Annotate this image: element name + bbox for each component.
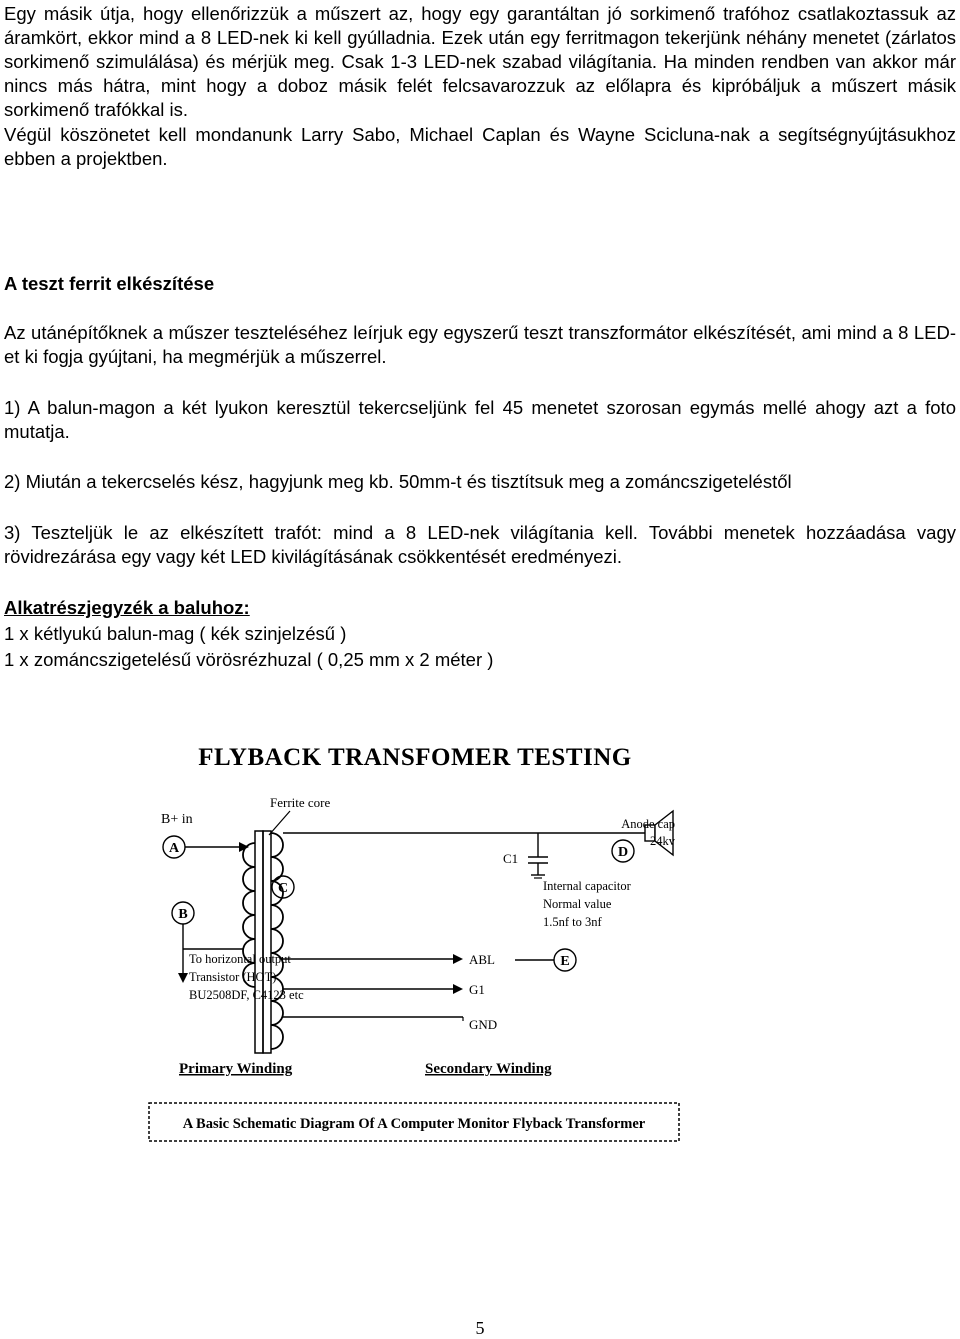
cap-note-1: Internal capacitor — [543, 879, 631, 893]
page-number: 5 — [475, 1318, 485, 1338]
secondary-winding-label: Secondary Winding — [425, 1061, 552, 1077]
point-d-label: D — [617, 845, 629, 860]
step-2: 2) Miután a tekercselés kész, hagyjunk meg kb. 50mm-t és tisztítsuk meg a zománcszigeteléstől — [4, 471, 792, 492]
point-b-label: B — [178, 907, 188, 922]
anode-kv-label: 24kv — [650, 834, 675, 848]
b-plus-in-label: B+ in — [161, 812, 193, 827]
hot-label-2: Transistor (HOT) — [189, 970, 277, 984]
anode-cap-label: Anode cap — [621, 817, 675, 831]
step-1: 1) A balun-magon a két lyukon keresztül tekercseljünk fel 45 menetet szorosan egymás mellé ahogy azt a foto mutatja. — [4, 397, 956, 442]
paragraph-thanks: Végül köszönetet kell mondanunk Larry Sabo, Michael Caplan és Wayne Scicluna-nak a segítségnyújtásukhoz ebben a projektben. — [4, 124, 956, 169]
parts-item: 1 x kétlyukú balun-mag ( kék szinjelzésű ) — [4, 623, 347, 644]
point-c-label: C — [277, 881, 289, 896]
cap-note-3: 1.5nf to 3nf — [543, 915, 602, 929]
g1-label: G1 — [469, 982, 485, 997]
ferrite-core-label: Ferrite core — [270, 795, 331, 810]
c1-label: C1 — [503, 851, 519, 866]
parts-title: Alkatrészjegyzék a baluhoz: — [4, 597, 250, 618]
step-3: 3) Teszteljük le az elkészített trafót: mind a 8 LED-nek világítania kell. További menetek hozzáadása vagy rövidrezárása egy vagy két LED kivilágításának csökkentését eredményezi. — [4, 522, 956, 567]
point-a-label: A — [168, 841, 180, 856]
figure-caption: A Basic Schematic Diagram Of A Computer Monitor Flyback Transformer — [182, 1116, 646, 1132]
hot-label-3: BU2508DF, C4123 etc — [189, 988, 304, 1002]
section-intro: Az utánépítőknek a műszer teszteléséhez leírjuk egy egyszerű teszt transzformátor elkészítését, ami mind a 8 LED-et ki fogja gyújtani, ha megmérjük a műszerrel. — [4, 322, 956, 367]
cap-note-2: Normal value — [543, 897, 612, 911]
gnd-label: GND — [469, 1017, 498, 1032]
paragraph-led-test: Egy másik útja, hogy ellenőrizzük a műszert az, hogy egy garantáltan jó sorkimenő trafóhoz csatlakoztassuk az áramkört, ekkor mind a 8 LED-nek ki kell gyúlladnia. Ezek után egy ferritmagon tekerjünk néhány menetet (zárlatos sorkimenő szimulálása) és mérjük meg. Csak 1-3 LED-nek szabad világítania. Ha minden rendben van akkor már nincs más hátra, mint hogy a doboz másik felét felcsavarozzuk az előlapra és kipróbáljuk a műszert másik sorkimenő trafókkal is. — [4, 3, 956, 120]
section-heading: A teszt ferrit elkészítése — [4, 273, 215, 294]
parts-list — [4, 595, 493, 673]
flyback-schematic-figure — [145, 735, 685, 1147]
parts-item: 1 x zománcszigetelésű vörösrézhuzal ( 0,25 mm x 2 méter ) — [4, 649, 494, 670]
primary-winding-label: Primary Winding — [179, 1061, 293, 1077]
point-e-label: E — [560, 954, 570, 969]
hot-label-1: To horizontal output — [189, 952, 291, 966]
figure-title: FLYBACK TRANSFOMER TESTING — [198, 744, 632, 771]
abl-label: ABL — [469, 952, 495, 967]
